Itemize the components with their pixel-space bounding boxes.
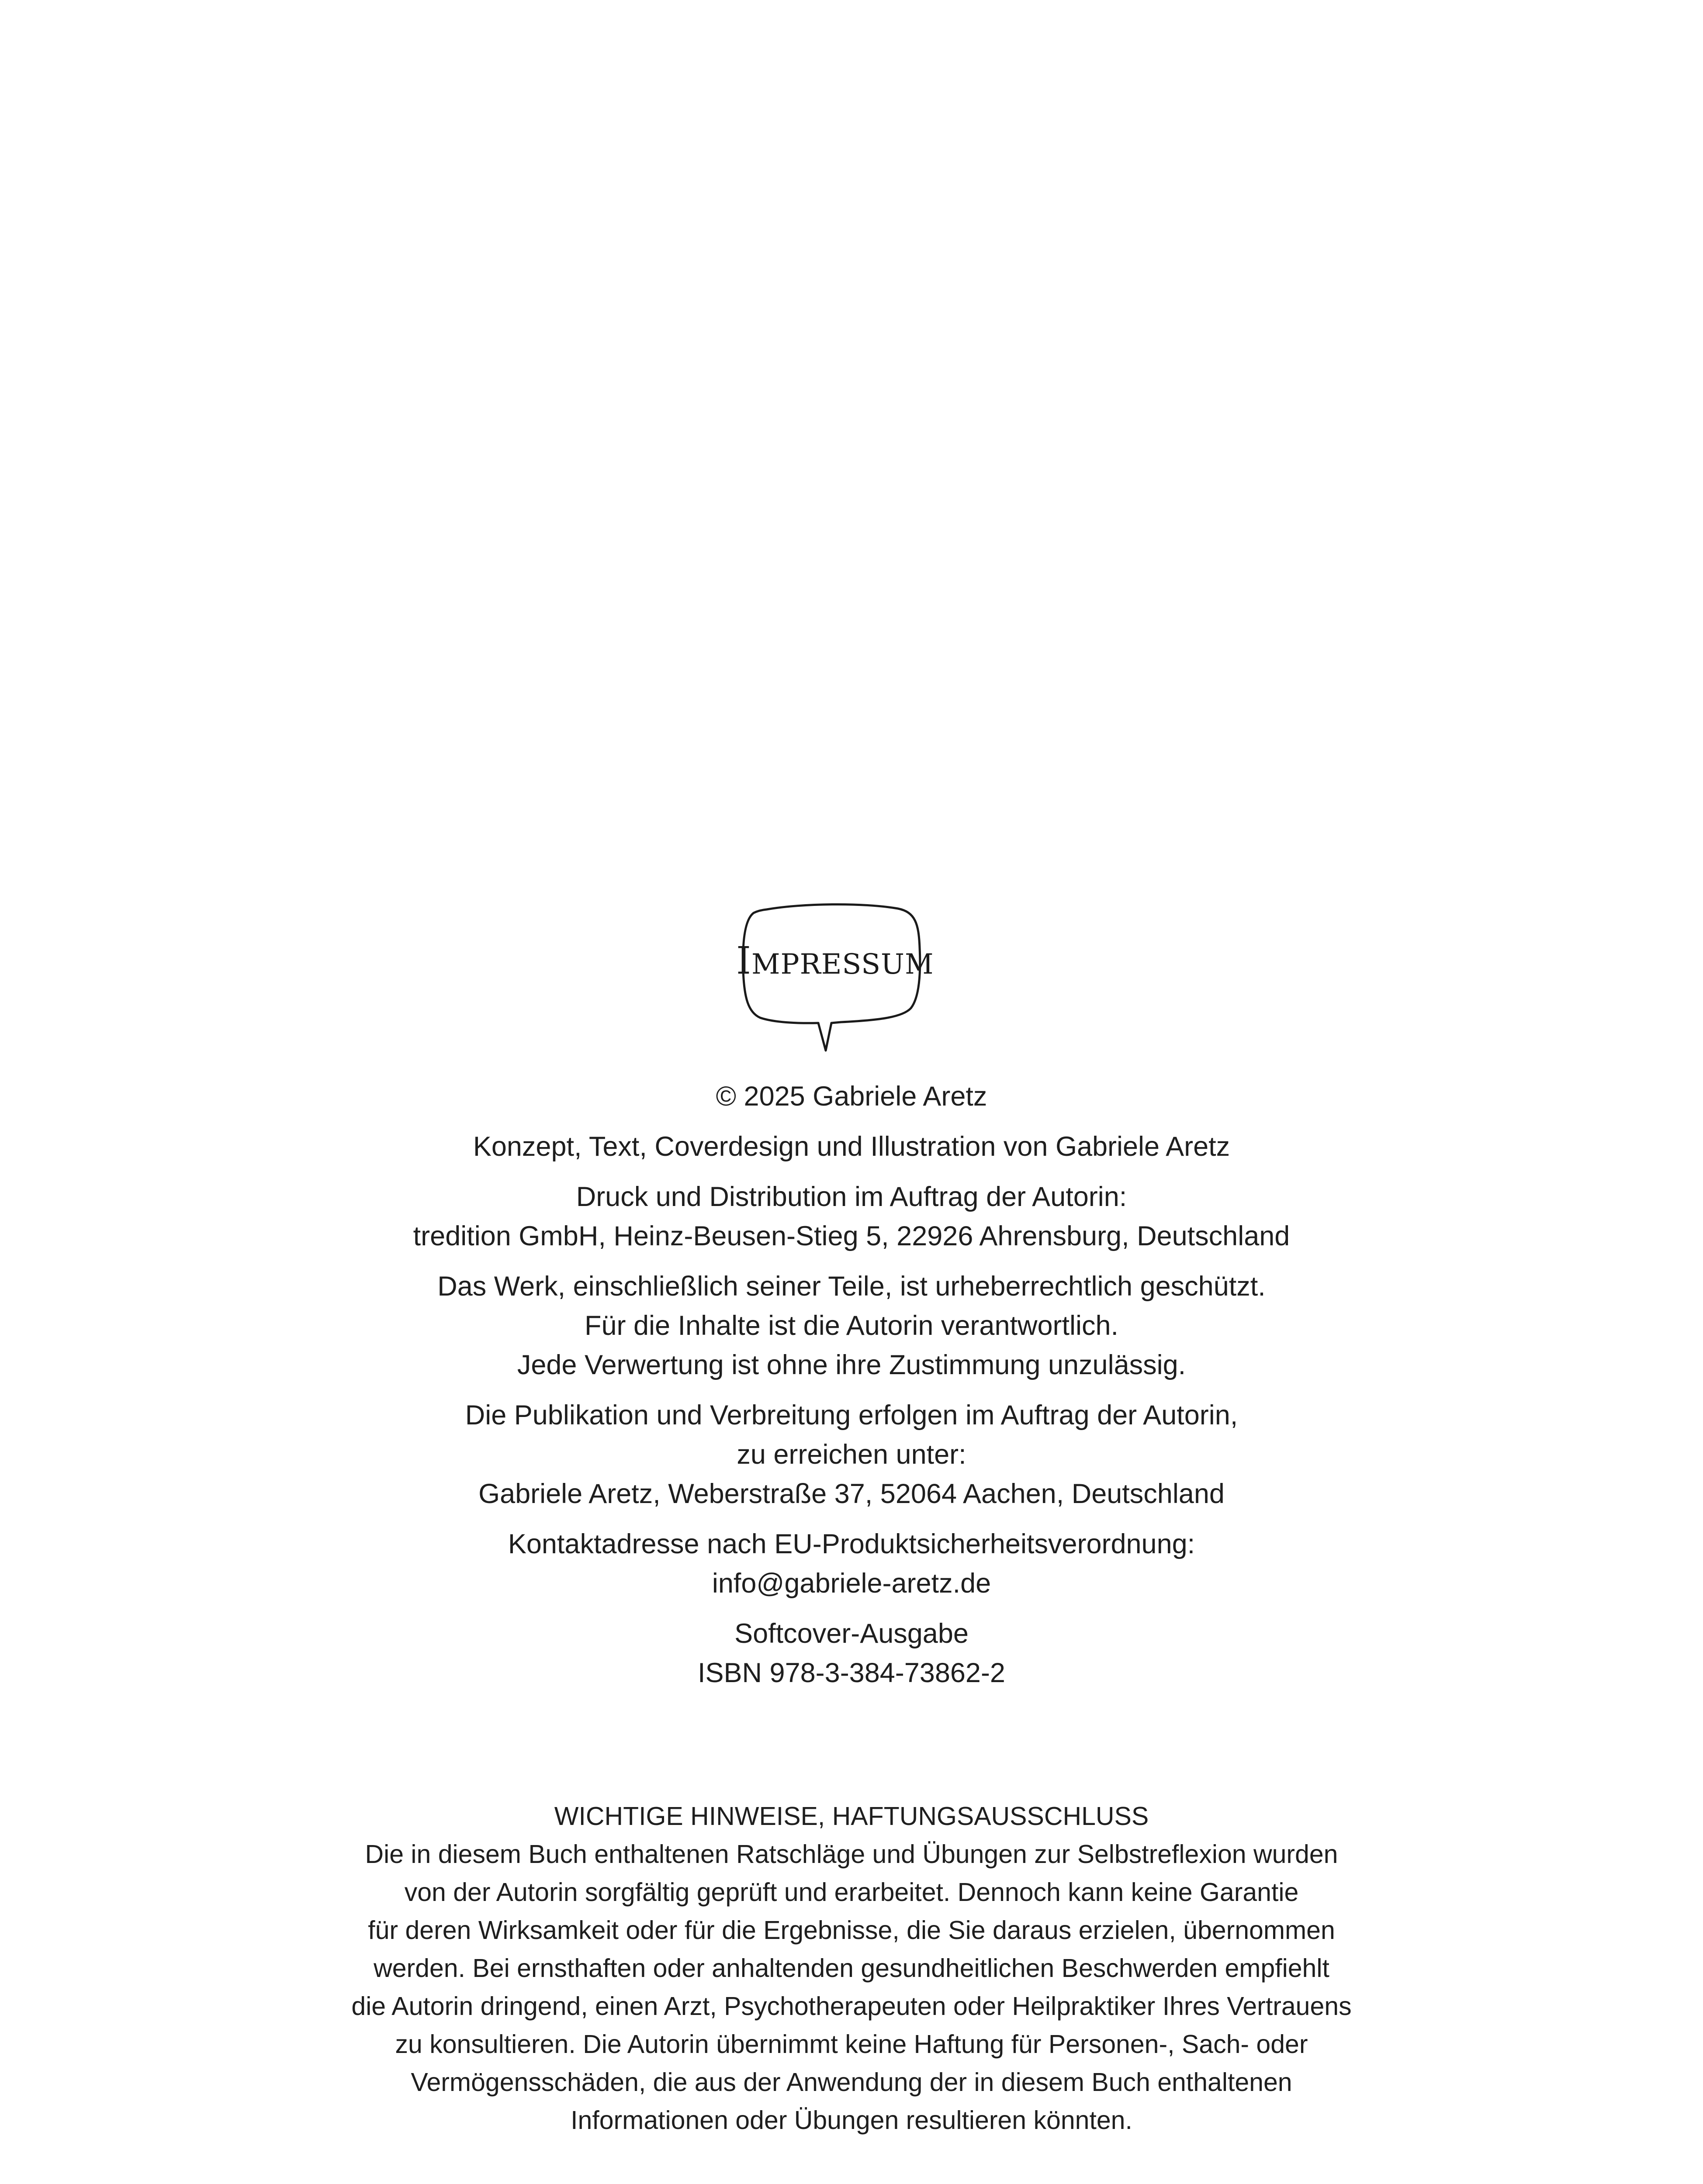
rights-line: Jede Verwertung ist ohne ihre Zustimmung unzulässig.	[517, 1350, 1186, 1380]
disclaimer-line: Die in diesem Buch enthaltenen Ratschläge und Übungen zur Selbstreflexion wurden	[365, 1840, 1338, 1869]
isbn-line: ISBN 978-3-384-73862-2	[698, 1658, 1005, 1688]
edition-line: Softcover-Ausgabe	[734, 1618, 969, 1649]
impressum-speech-bubble	[736, 900, 934, 1066]
publication-line: Die Publikation und Verbreitung erfolgen im Auftrag der Autorin,	[465, 1400, 1238, 1431]
contact-block	[0, 1524, 1703, 1603]
edition-block	[0, 1614, 1703, 1693]
copyright-notice-block	[0, 1267, 1703, 1385]
disclaimer-line: Informationen oder Übungen resultieren könnten.	[571, 2106, 1132, 2135]
copyright-line: © 2025 Gabriele Aretz	[716, 1081, 987, 1112]
disclaimer-line: zu konsultieren. Die Autorin übernimmt keine Haftung für Personen-, Sach- oder	[395, 2030, 1308, 2059]
speech-bubble-icon	[736, 900, 934, 1066]
rights-line: Für die Inhalte ist die Autorin verantwortlich.	[584, 1310, 1119, 1341]
disclaimer-section	[0, 1797, 1703, 2139]
disclaimer-line: die Autorin dringend, einen Arzt, Psychotherapeuten oder Heilpraktiker Ihres Vertrauens	[351, 1992, 1352, 2021]
contact-line: Kontaktadresse nach EU-Produktsicherheitsverordnung:	[508, 1529, 1195, 1559]
print-distribution-block	[0, 1177, 1703, 1256]
print-line: Druck und Distribution im Auftrag der Autorin:	[576, 1182, 1127, 1212]
disclaimer-line: werden. Bei ernsthaften oder anhaltenden gesundheitlichen Beschwerden empfiehlt	[374, 1954, 1329, 1983]
credits-line: Konzept, Text, Coverdesign und Illustration von Gabriele Aretz	[473, 1131, 1230, 1162]
publication-line: Gabriele Aretz, Weberstraße 37, 52064 Aachen, Deutschland	[478, 1479, 1225, 1509]
contact-email: info@gabriele-aretz.de	[712, 1568, 991, 1599]
copyright-block	[0, 1077, 1703, 1116]
disclaimer-line: von der Autorin sorgfältig geprüft und erarbeitet. Dennoch kann keine Garantie	[404, 1878, 1299, 1907]
print-line: tredition GmbH, Heinz-Beusen-Stieg 5, 22926 Ahrensburg, Deutschland	[413, 1221, 1290, 1251]
disclaimer-line: für deren Wirksamkeit oder für die Ergebnisse, die Sie daraus erzielen, übernommen	[368, 1916, 1335, 1945]
disclaimer-heading: WICHTIGE HINWEISE, HAFTUNGSAUSSCHLUSS	[554, 1802, 1149, 1831]
impressum-badge-label: IMPRESSUM	[736, 939, 934, 983]
disclaimer-line: Vermögensschäden, die aus der Anwendung der in diesem Buch enthaltenen	[411, 2068, 1292, 2097]
publication-block	[0, 1396, 1703, 1514]
imprint-section	[0, 1077, 1703, 1704]
rights-line: Das Werk, einschließlich seiner Teile, ist urheberrechtlich geschützt.	[437, 1271, 1266, 1302]
credits-block	[0, 1127, 1703, 1166]
publication-line: zu erreichen unter:	[737, 1439, 966, 1470]
